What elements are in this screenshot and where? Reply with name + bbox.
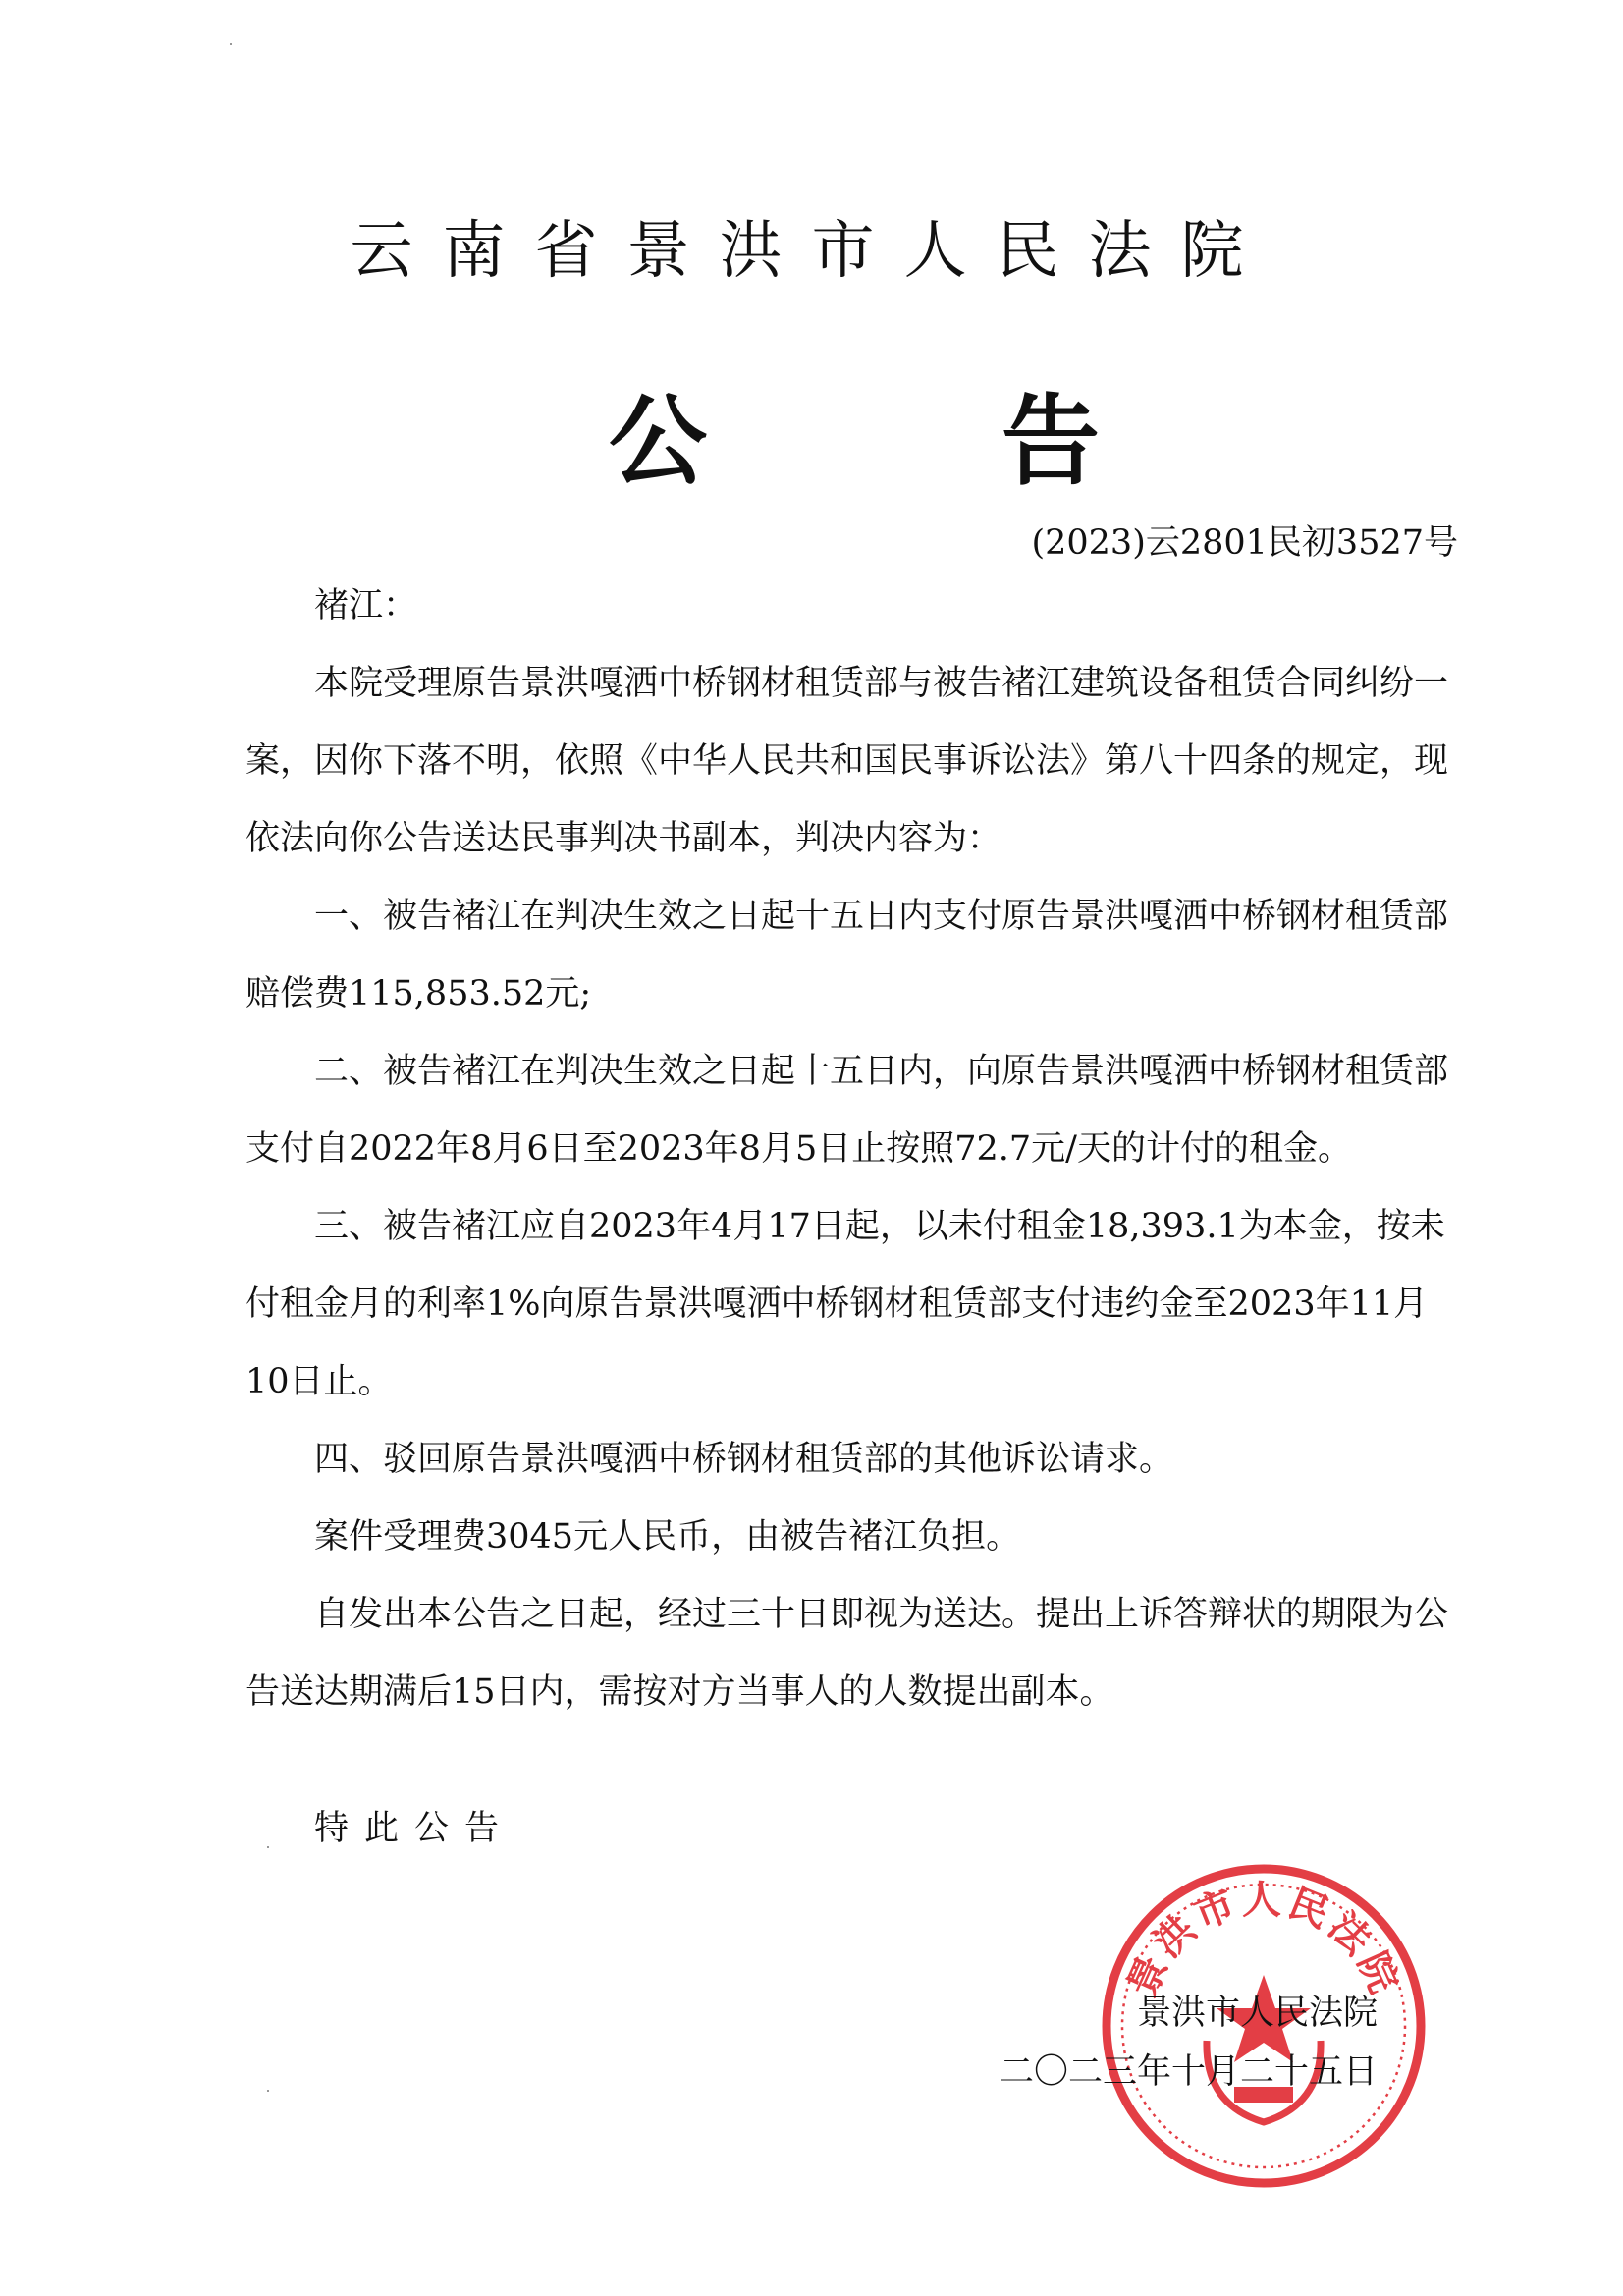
title-char-1: 公 [609, 384, 707, 499]
ruling-item: 二、被告褚江在判决生效之日起十五日内，向原告景洪嘎洒中桥钢材租赁部支付自2022年8月6日至2023年8月5日止按照72.7元/天的计付的租金。 [245, 1052, 1449, 1169]
seal-arc-textpath: 景洪市人民法院 [1119, 1878, 1408, 2004]
title-char-2: 告 [1001, 384, 1100, 499]
signature-block [1000, 1984, 1378, 2102]
issue-date: 二〇二三年十月二十五日 [999, 2052, 1378, 2092]
issuer-name: 景洪市人民法院 [1136, 1994, 1378, 2033]
document-title [609, 383, 1100, 501]
intro-paragraph: 本院受理原告景洪嘎洒中桥钢材租赁部与被告褚江建筑设备租赁合同纠纷一案，因你下落不明，依照《中华人民共和国民事诉讼法》第八十四条的规定，现依法向你公告送达民事判决书副本，判决内容为： [245, 664, 1449, 858]
ruling-item: 三、被告褚江应自2023年4月17日起，以未付租金18,393.1为本金，按未付租金月的利率1%向原告景洪嘎洒中桥钢材租赁部支付违约金至2023年11月10日止。 [245, 1207, 1445, 1401]
addressee: 褚江： [314, 586, 418, 626]
scan-speck [267, 2090, 269, 2092]
ruling-item: 一、被告褚江在判决生效之日起十五日内支付原告景洪嘎洒中桥钢材租赁部赔偿费115,853.52元; [245, 897, 1449, 1013]
fee-paragraph: 案件受理费3045元人民币，由被告褚江负担。 [314, 1517, 1021, 1557]
service-notice-paragraph: 自发出本公告之日起，经过三十日即视为送达。提出上诉答辩状的期限为公告送达期满后15日内，需按对方当事人的人数提出副本。 [245, 1595, 1449, 1712]
ruling-item: 四、驳回原告景洪嘎洒中桥钢材租赁部的其他诉讼请求。 [314, 1440, 1174, 1479]
announcement-body [245, 568, 1463, 1868]
closing-phrase: 特此公告 [314, 1809, 515, 1848]
scan-speck [230, 43, 232, 45]
court-name-heading: 云南省景洪市人民法院 [350, 215, 1273, 288]
case-number: (2023)云2801民初3527号 [1031, 523, 1458, 563]
